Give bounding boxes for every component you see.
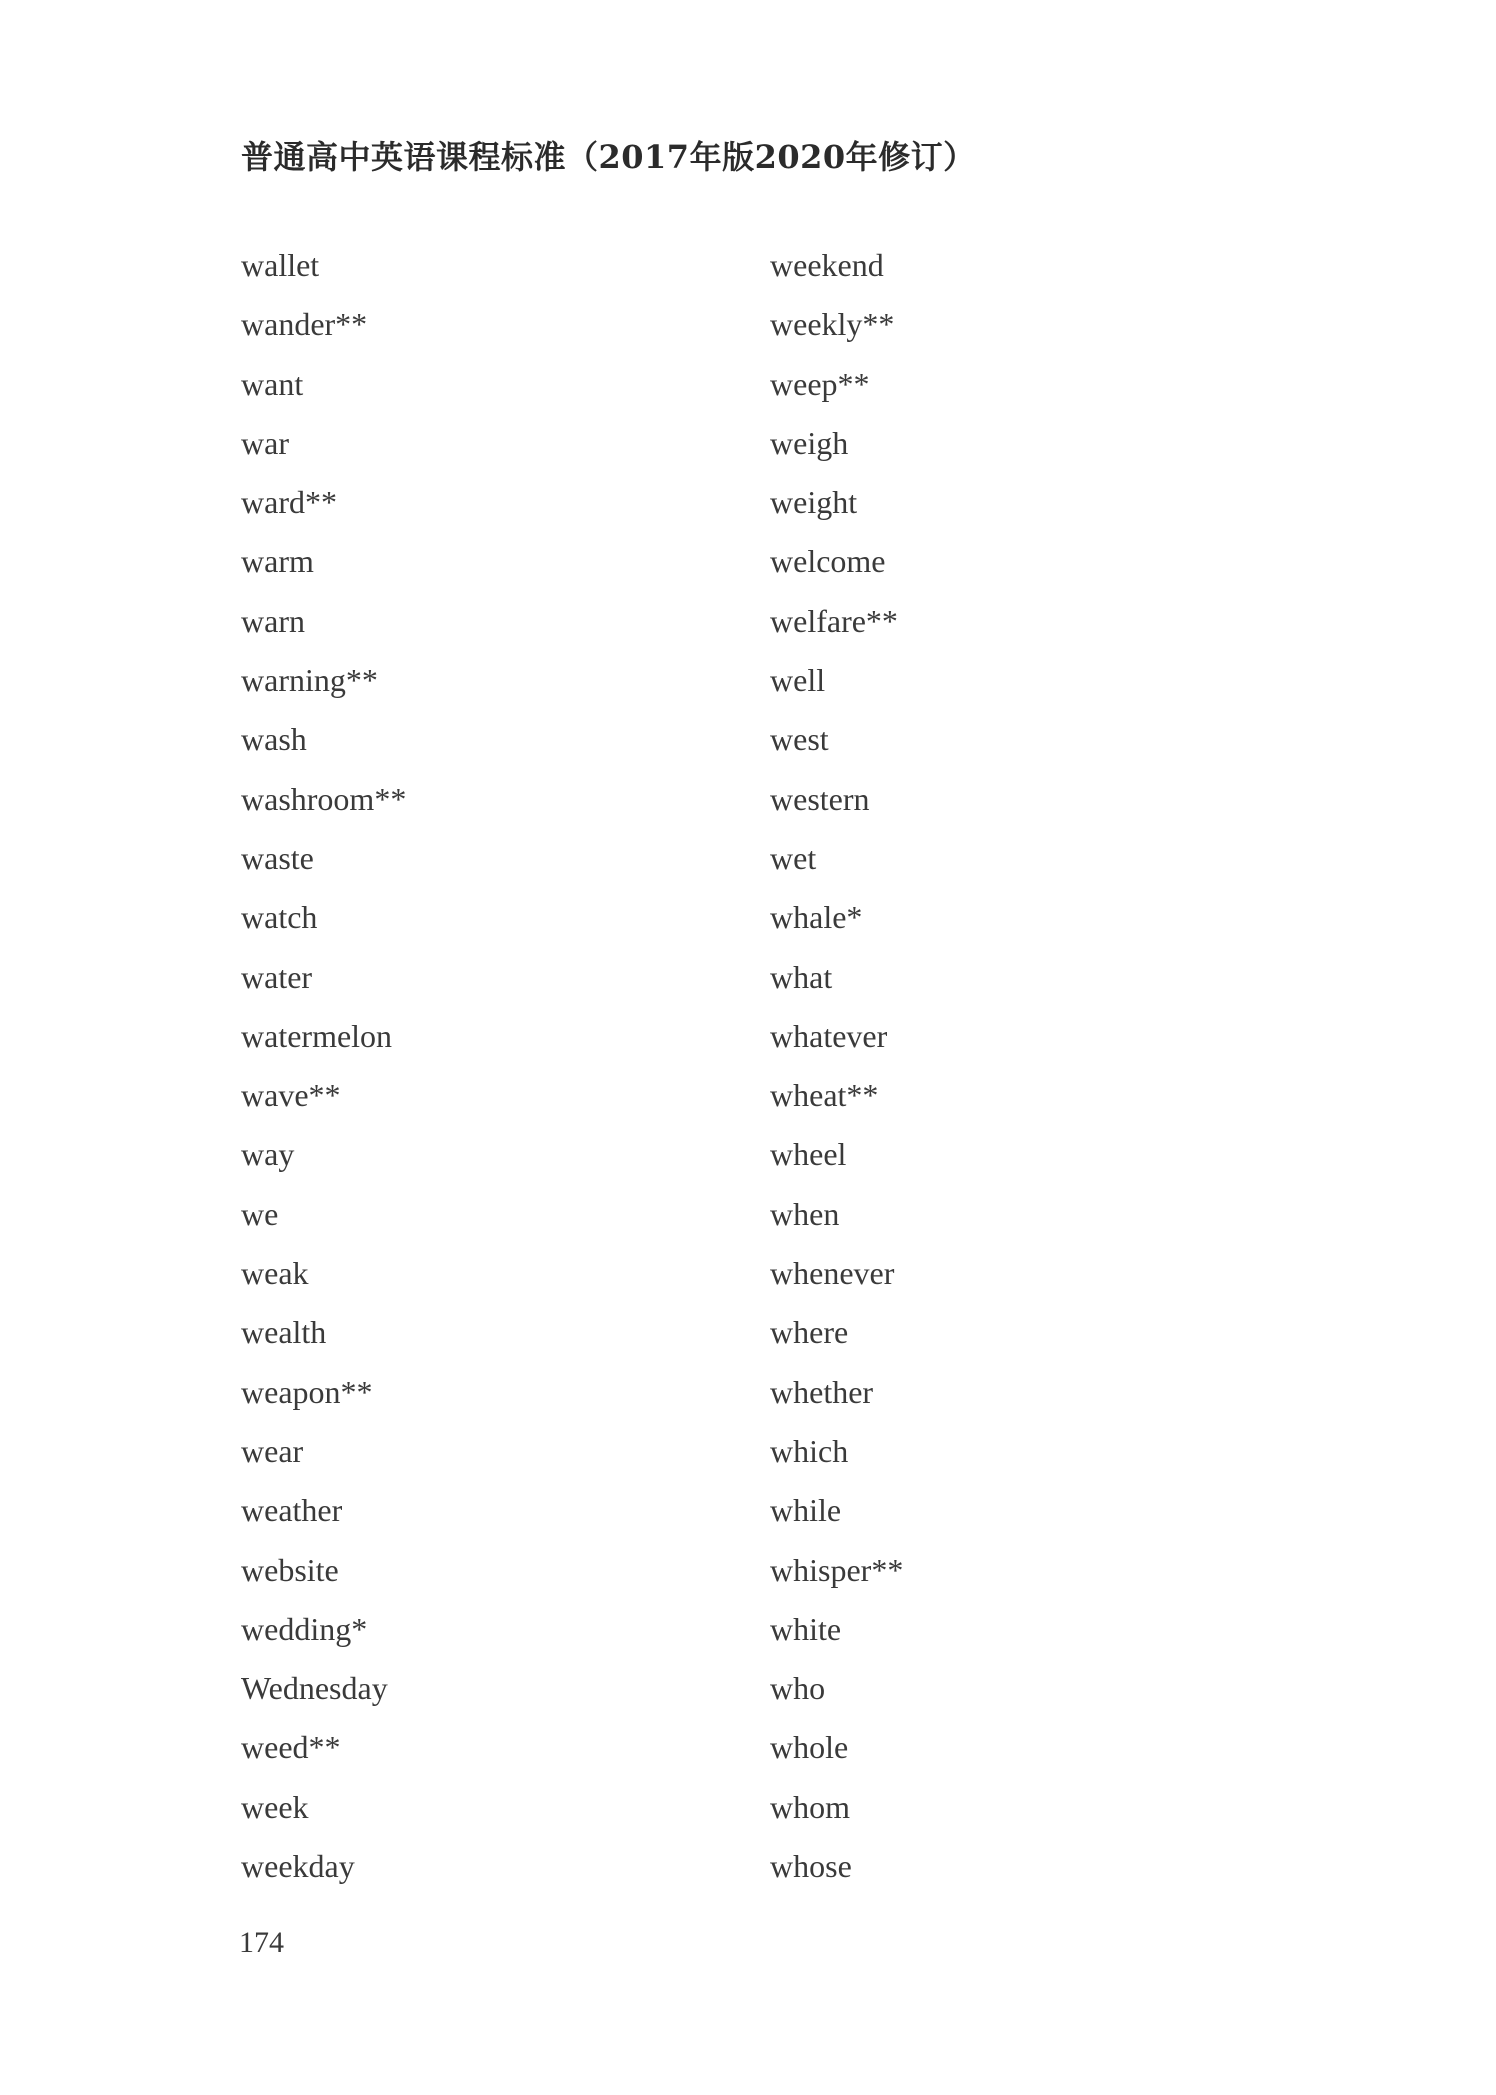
list-item: warning** [241, 662, 378, 699]
list-item: want [241, 365, 304, 402]
list-item: whale* [770, 899, 863, 936]
list-item: west [770, 721, 829, 758]
list-item: whom [770, 1788, 850, 1825]
list-item: washroom** [241, 780, 407, 817]
list-item: water [241, 958, 313, 995]
list-item: whatever [770, 1017, 888, 1054]
list-item: war [241, 424, 289, 461]
list-item: when [770, 1195, 840, 1232]
list-item: week [241, 1788, 309, 1825]
list-item: weak [241, 1255, 309, 1292]
list-item: white [770, 1610, 842, 1647]
list-item: where [770, 1314, 849, 1351]
list-item: who [770, 1670, 826, 1707]
list-item: welcome [770, 543, 886, 580]
list-item: whisper** [770, 1551, 904, 1588]
list-item: wheat** [770, 1077, 879, 1114]
page-header-title: 普通高中英语课程标准（2017年版2020年修订） [241, 138, 976, 176]
list-item: while [770, 1492, 842, 1529]
list-item: whole [770, 1729, 849, 1766]
list-item: we [241, 1195, 279, 1232]
list-item: wheel [770, 1136, 847, 1173]
list-item: warn [241, 602, 305, 639]
list-item: welfare** [770, 602, 898, 639]
list-item: waste [241, 839, 314, 876]
list-item: way [241, 1136, 295, 1173]
list-item: weekly** [770, 306, 895, 343]
list-item: weapon** [241, 1373, 373, 1410]
list-item: weekend [770, 247, 884, 283]
list-item: whose [770, 1848, 852, 1885]
list-item: Wednesday [241, 1670, 388, 1707]
list-item: weekday [241, 1848, 355, 1885]
list-item: weep** [770, 365, 870, 402]
list-item: which [770, 1432, 849, 1469]
list-item: warm [241, 543, 314, 580]
list-item: whether [770, 1373, 874, 1410]
list-item: ward** [241, 484, 337, 521]
list-item: watch [241, 899, 318, 936]
page-number: 174 [239, 1926, 284, 1959]
list-item: weather [241, 1492, 343, 1529]
list-item: wallet [241, 247, 320, 283]
list-item: western [770, 780, 870, 817]
list-item: wedding* [241, 1610, 368, 1647]
list-item: watermelon [241, 1017, 393, 1054]
list-item: wet [770, 839, 817, 876]
list-item: weed** [241, 1729, 341, 1766]
list-item: wealth [241, 1314, 327, 1351]
list-item: weigh [770, 424, 849, 461]
word-column-right [770, 243, 903, 1903]
word-column-left [241, 243, 406, 1903]
list-item: whenever [770, 1255, 895, 1292]
list-item: website [241, 1551, 339, 1588]
list-item: what [770, 958, 833, 995]
list-item: wear [241, 1432, 304, 1469]
list-item: weight [770, 484, 858, 521]
list-item: wave** [241, 1077, 341, 1114]
list-item: well [770, 662, 826, 699]
list-item: wash [241, 721, 307, 758]
list-item: wander** [241, 306, 368, 343]
